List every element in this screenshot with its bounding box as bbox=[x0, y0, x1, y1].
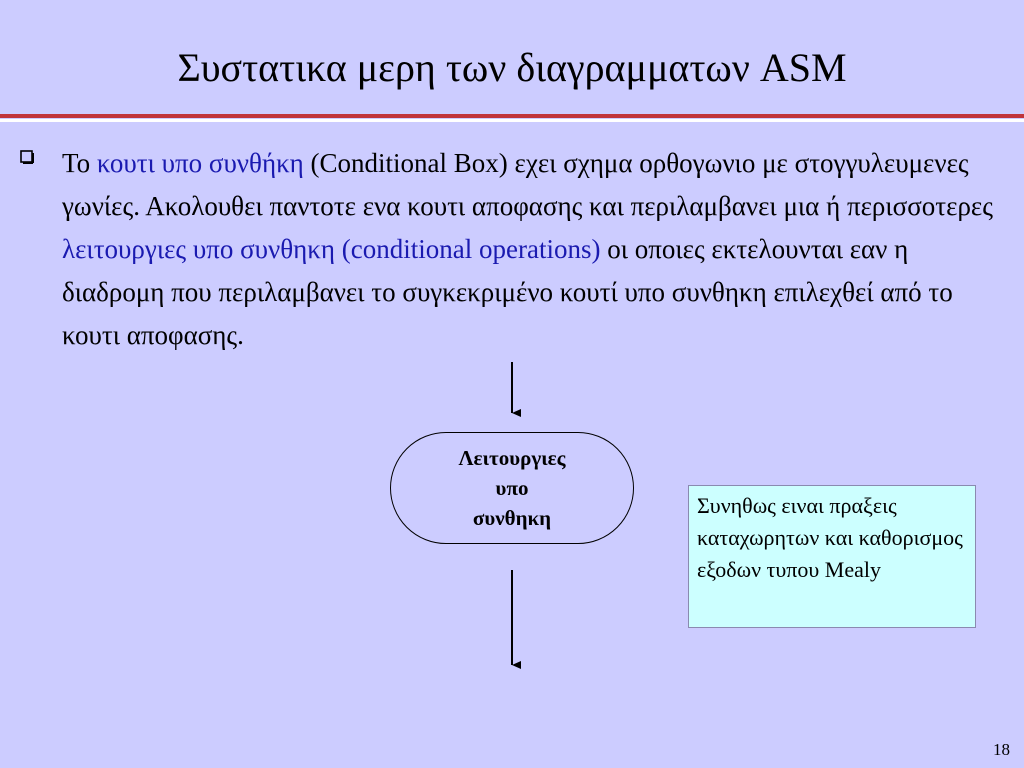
term-conditional-operations: λειτουργιες υπο συνθηκη (conditional operations) bbox=[62, 234, 601, 264]
page-number: 18 bbox=[993, 740, 1010, 759]
paragraph-text-1: Το bbox=[62, 148, 97, 178]
term-conditional-box: κουτι υπο συνθήκη bbox=[96, 148, 304, 178]
conditional-box-line-3: συνθηκη bbox=[472, 506, 552, 530]
conditional-box bbox=[390, 432, 634, 544]
conditional-box-line-1: Λειτουργιες bbox=[458, 446, 566, 470]
conditional-box-line-2: υπο bbox=[495, 476, 529, 500]
paragraph-text-3: οι οποιες εκτελουνται εαν η διαδρομη που περιλαμβανει το συγκεκριμένο κουτί υπο συνθηκη επιλεχθεί από το κουτι αποφασης. bbox=[62, 234, 953, 350]
note-box: Συνηθως ειναι πραξεις καταχωρητων και καθορισμος εξοδων τυπου Mealy bbox=[688, 485, 976, 628]
paragraph-text-2: (Conditional Box) εχει σχημα ορθογωνιο με στογγυλευμενες γωνίες. Ακολουθει παντοτε ενα κουτι αποφασης και περιλαμβανει μια ή περισσοτερες bbox=[62, 148, 993, 221]
slide-title: Συστατικα μερη των διαγραμματων ASM bbox=[177, 45, 847, 90]
